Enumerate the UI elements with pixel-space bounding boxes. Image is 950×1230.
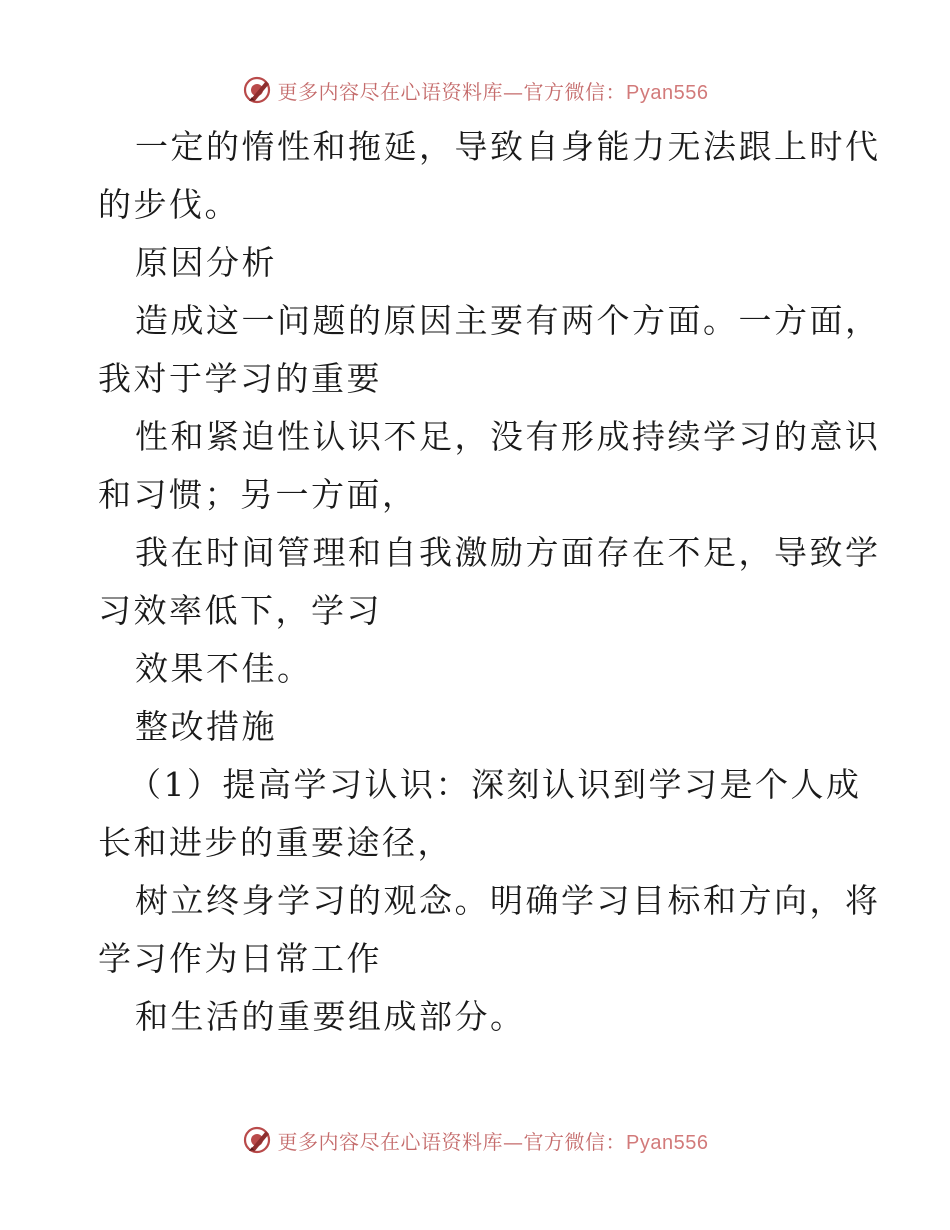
banner-title: 更多内容尽在心语资料库 xyxy=(277,1129,504,1154)
section-heading-cause-analysis: 原因分析 xyxy=(135,243,277,282)
text-line: （1）提高学习认识：深刻认识到学习是个人成 xyxy=(128,765,862,804)
document-body xyxy=(98,118,881,1046)
text-line: 我对于学习的重要 xyxy=(98,359,382,398)
banner-dash: — xyxy=(503,79,524,104)
banner-title: 更多内容尽在心语资料库 xyxy=(277,79,504,104)
text-line: 的步伐。 xyxy=(98,185,240,224)
header-banner xyxy=(0,70,950,110)
pen-circle-logo-icon xyxy=(242,75,272,105)
text-line: 效果不佳。 xyxy=(135,649,313,688)
banner-contact-id: Pyan556 xyxy=(626,1131,709,1154)
text-line: 我在时间管理和自我激励方面存在不足，导致学 xyxy=(135,533,881,572)
banner-text xyxy=(278,76,709,105)
banner-contact-id: Pyan556 xyxy=(626,81,709,104)
section-heading-corrective-measures: 整改措施 xyxy=(135,707,277,746)
banner-contact-label: 官方微信： xyxy=(523,79,627,104)
text-line: 长和进步的重要途径， xyxy=(98,823,453,862)
text-line: 一定的惰性和拖延，导致自身能力无法跟上时代 xyxy=(135,127,881,166)
text-line: 习效率低下，学习 xyxy=(98,591,382,630)
banner-dash: — xyxy=(503,1129,524,1154)
banner-text xyxy=(278,1126,709,1155)
text-line: 和习惯；另一方面， xyxy=(98,475,418,514)
text-line: 造成这一问题的原因主要有两个方面。一方面， xyxy=(135,301,881,340)
pen-circle-logo-icon xyxy=(242,1125,272,1155)
text-line: 树立终身学习的观念。明确学习目标和方向，将 xyxy=(135,881,881,920)
text-line: 和生活的重要组成部分。 xyxy=(135,997,526,1036)
footer-banner xyxy=(0,1120,950,1160)
text-line: 学习作为日常工作 xyxy=(98,939,382,978)
text-line: 性和紧迫性认识不足，没有形成持续学习的意识 xyxy=(135,417,881,456)
banner-contact-label: 官方微信： xyxy=(523,1129,627,1154)
